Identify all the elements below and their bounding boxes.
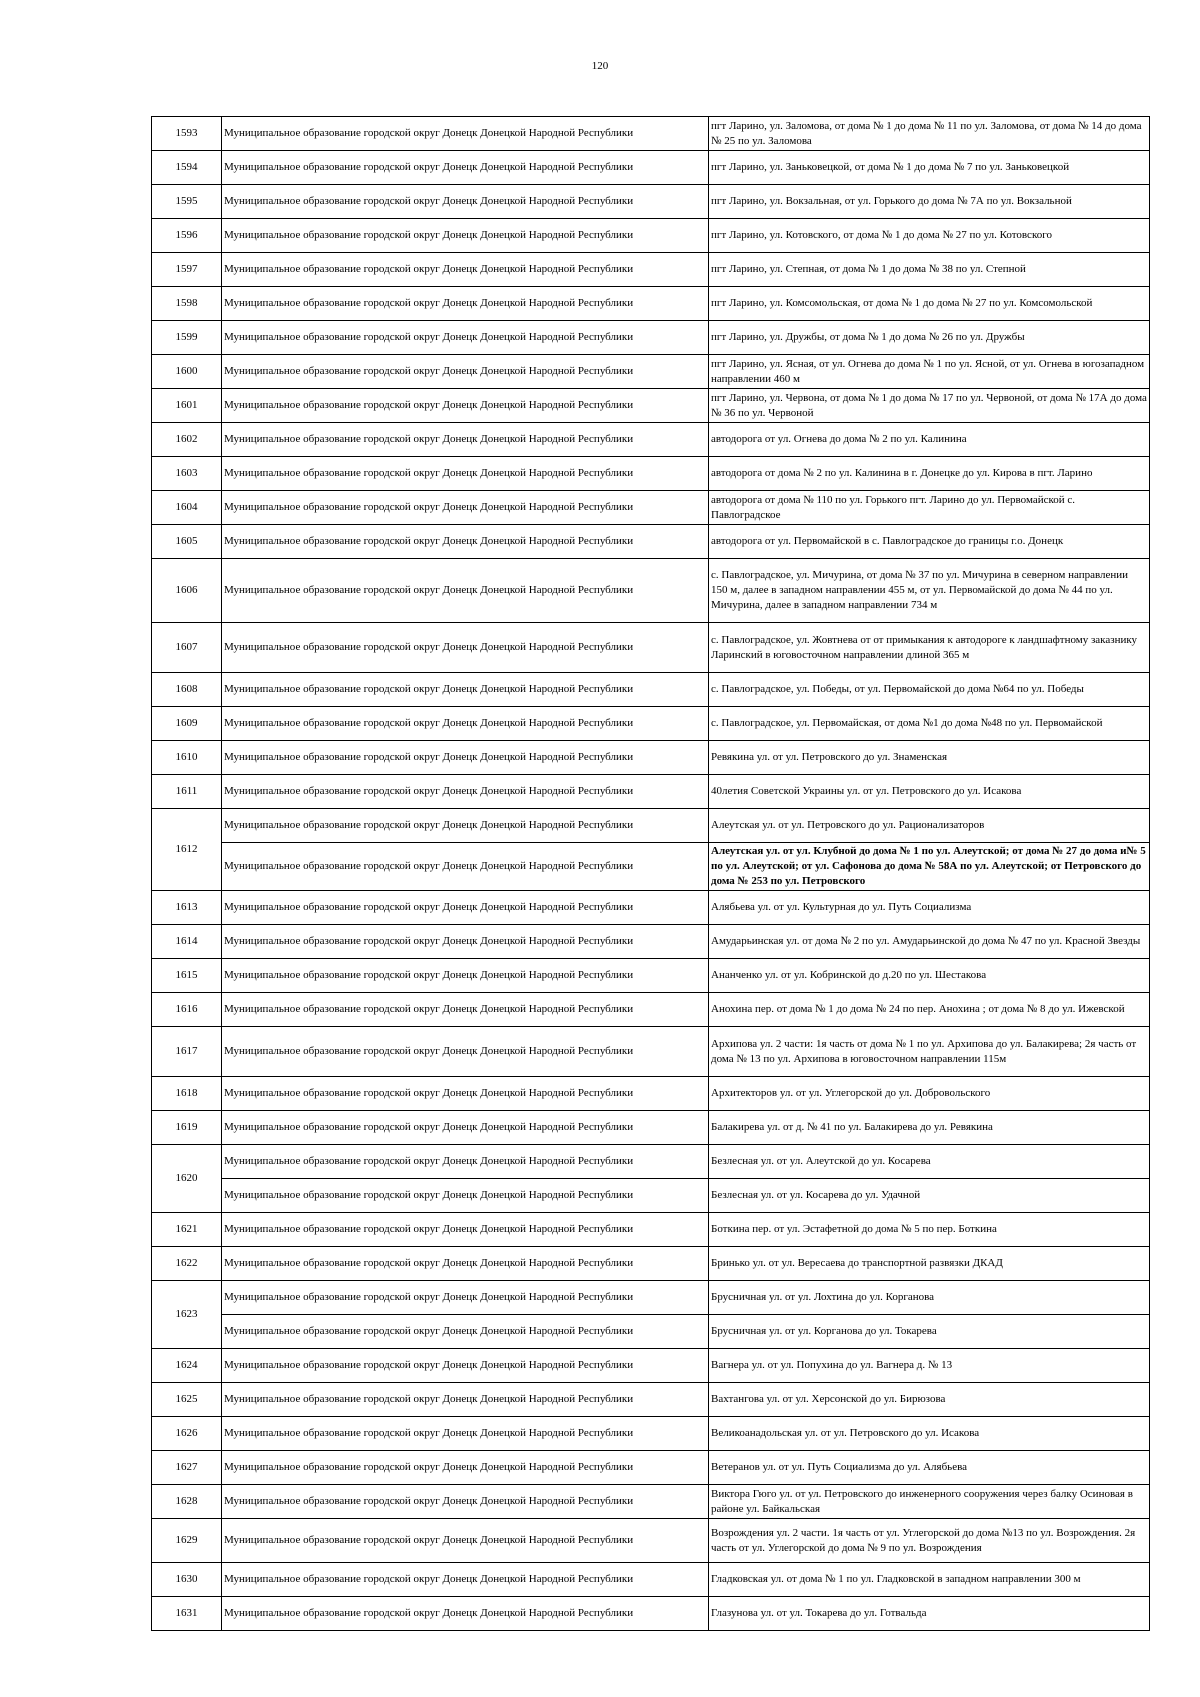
road-description-cell: автодорога от ул. Огнева до дома № 2 по ул. Калинина bbox=[709, 423, 1150, 457]
municipality-cell: Муниципальное образование городской округ Донецк Донецкой Народной Республики bbox=[222, 389, 709, 423]
road-description-cell: пгт Ларино, ул. Заломова, от дома № 1 до дома № 11 по ул. Заломова, от дома № 14 до дома № 25 по ул. Заломова bbox=[709, 117, 1150, 151]
road-description-cell: пгт Ларино, ул. Котовского, от дома № 1 до дома № 27 по ул. Котовского bbox=[709, 219, 1150, 253]
municipality-cell: Муниципальное образование городской округ Донецк Донецкой Народной Республики bbox=[222, 959, 709, 993]
municipality-cell: Муниципальное образование городской округ Донецк Донецкой Народной Республики bbox=[222, 287, 709, 321]
road-description-cell: Виктора Гюго ул. от ул. Петровского до инженерного сооружения через балку Осиновая в районе ул. Байкальская bbox=[709, 1485, 1150, 1519]
row-number: 1627 bbox=[152, 1451, 222, 1485]
row-number: 1609 bbox=[152, 707, 222, 741]
row-number: 1623 bbox=[152, 1281, 222, 1349]
table-row bbox=[152, 1383, 1150, 1417]
municipality-cell: Муниципальное образование городской округ Донецк Донецкой Народной Республики bbox=[222, 707, 709, 741]
road-description-cell: Алеутская ул. от ул. Клубной до дома № 1 по ул. Алеутской; от дома № 27 до дома и№ 5 по ул. Алеутской; от ул. Сафонова до дома № 58А по ул. Алеутской; от Петровского до дома № 253 по ул. Петровского bbox=[709, 843, 1150, 891]
road-description-cell: с. Павлоградское, ул. Победы, от ул. Первомайской до дома №64 по ул. Победы bbox=[709, 673, 1150, 707]
table-row bbox=[152, 1417, 1150, 1451]
table-row bbox=[152, 185, 1150, 219]
table-row bbox=[152, 1281, 1150, 1315]
road-description-cell: Возрождения ул. 2 части. 1я часть от ул. Углегорской до дома №13 по ул. Возрождения. 2я часть от ул. Углегорской до дома № 9 по ул. Возрождения bbox=[709, 1519, 1150, 1563]
municipality-cell: Муниципальное образование городской округ Донецк Донецкой Народной Республики bbox=[222, 525, 709, 559]
table-row bbox=[152, 355, 1150, 389]
road-description-cell: Ананченко ул. от ул. Кобринской до д.20 по ул. Шестакова bbox=[709, 959, 1150, 993]
municipality-cell: Муниципальное образование городской округ Донецк Донецкой Народной Республики bbox=[222, 1111, 709, 1145]
road-description-cell: пгт Ларино, ул. Дружбы, от дома № 1 до дома № 26 по ул. Дружбы bbox=[709, 321, 1150, 355]
page-number: 120 bbox=[591, 60, 609, 72]
road-description-cell: Балакирева ул. от д. № 41 по ул. Балакирева до ул. Ревякина bbox=[709, 1111, 1150, 1145]
municipality-cell: Муниципальное образование городской округ Донецк Донецкой Народной Республики bbox=[222, 1145, 709, 1179]
municipality-cell: Муниципальное образование городской округ Донецк Донецкой Народной Республики bbox=[222, 623, 709, 673]
table-row bbox=[152, 925, 1150, 959]
road-description-cell: Амударьинская ул. от дома № 2 по ул. Амударьинской до дома № 47 по ул. Красной Звезды bbox=[709, 925, 1150, 959]
road-description-cell: 40летия Советской Украины ул. от ул. Петровского до ул. Исакова bbox=[709, 775, 1150, 809]
table-row bbox=[152, 389, 1150, 423]
municipality-cell: Муниципальное образование городской округ Донецк Донецкой Народной Республики bbox=[222, 457, 709, 491]
row-number: 1624 bbox=[152, 1349, 222, 1383]
table-row bbox=[152, 809, 1150, 843]
municipality-cell: Муниципальное образование городской округ Донецк Донецкой Народной Республики bbox=[222, 1315, 709, 1349]
table-row bbox=[152, 1485, 1150, 1519]
road-description-cell: автодорога от ул. Первомайской в с. Павлоградское до границы г.о. Донецк bbox=[709, 525, 1150, 559]
municipality-cell: Муниципальное образование городской округ Донецк Донецкой Народной Республики bbox=[222, 1349, 709, 1383]
table-row bbox=[152, 423, 1150, 457]
table-row bbox=[152, 1519, 1150, 1563]
road-description-cell: Бринько ул. от ул. Вересаева до транспортной развязки ДКАД bbox=[709, 1247, 1150, 1281]
municipality-cell: Муниципальное образование городской округ Донецк Донецкой Народной Республики bbox=[222, 775, 709, 809]
table-row bbox=[152, 707, 1150, 741]
road-description-cell: Великоанадольская ул. от ул. Петровского до ул. Исакова bbox=[709, 1417, 1150, 1451]
municipality-cell: Муниципальное образование городской округ Донецк Донецкой Народной Республики bbox=[222, 185, 709, 219]
road-description-cell: Брусничная ул. от ул. Лохтина до ул. Корганова bbox=[709, 1281, 1150, 1315]
table-row bbox=[152, 891, 1150, 925]
municipality-cell: Муниципальное образование городской округ Донецк Донецкой Народной Республики bbox=[222, 1485, 709, 1519]
road-description-cell: пгт Ларино, ул. Вокзальная, от ул. Горького до дома № 7А по ул. Вокзальной bbox=[709, 185, 1150, 219]
road-description-cell: Архитекторов ул. от ул. Углегорской до ул. Добровольского bbox=[709, 1077, 1150, 1111]
row-number: 1629 bbox=[152, 1519, 222, 1563]
row-number: 1604 bbox=[152, 491, 222, 525]
municipality-cell: Муниципальное образование городской округ Донецк Донецкой Народной Республики bbox=[222, 1077, 709, 1111]
municipality-cell: Муниципальное образование городской округ Донецк Донецкой Народной Республики bbox=[222, 741, 709, 775]
registry-table bbox=[151, 116, 1150, 1631]
table-row bbox=[152, 1145, 1150, 1179]
municipality-cell: Муниципальное образование городской округ Донецк Донецкой Народной Республики bbox=[222, 423, 709, 457]
row-number: 1626 bbox=[152, 1417, 222, 1451]
row-number: 1607 bbox=[152, 623, 222, 673]
municipality-cell: Муниципальное образование городской округ Донецк Донецкой Народной Республики bbox=[222, 843, 709, 891]
table-row bbox=[152, 1213, 1150, 1247]
municipality-cell: Муниципальное образование городской округ Донецк Донецкой Народной Республики bbox=[222, 993, 709, 1027]
table-row bbox=[152, 993, 1150, 1027]
table-row bbox=[152, 1563, 1150, 1597]
table-row bbox=[152, 843, 1150, 891]
row-number: 1625 bbox=[152, 1383, 222, 1417]
municipality-cell: Муниципальное образование городской округ Донецк Донецкой Народной Республики bbox=[222, 809, 709, 843]
row-number: 1614 bbox=[152, 925, 222, 959]
row-number: 1630 bbox=[152, 1563, 222, 1597]
road-description-cell: автодорога от дома № 2 по ул. Калинина в г. Донецке до ул. Кирова в пгт. Ларино bbox=[709, 457, 1150, 491]
road-description-cell: Глазунова ул. от ул. Токарева до ул. Готвальда bbox=[709, 1597, 1150, 1631]
row-number: 1611 bbox=[152, 775, 222, 809]
road-description-cell: автодорога от дома № 110 по ул. Горького пгт. Ларино до ул. Первомайской с. Павлоградское bbox=[709, 491, 1150, 525]
row-number: 1628 bbox=[152, 1485, 222, 1519]
table-row bbox=[152, 253, 1150, 287]
municipality-cell: Муниципальное образование городской округ Донецк Донецкой Народной Республики bbox=[222, 491, 709, 525]
road-description-cell: Архипова ул. 2 части: 1я часть от дома № 1 по ул. Архипова до ул. Балакирева; 2я часть от дома № 13 по ул. Архипова в юговосточном направлении 115м bbox=[709, 1027, 1150, 1077]
municipality-cell: Муниципальное образование городской округ Донецк Донецкой Народной Республики bbox=[222, 1563, 709, 1597]
row-number: 1603 bbox=[152, 457, 222, 491]
table-row bbox=[152, 117, 1150, 151]
row-number: 1599 bbox=[152, 321, 222, 355]
table-row bbox=[152, 219, 1150, 253]
municipality-cell: Муниципальное образование городской округ Донецк Донецкой Народной Республики bbox=[222, 1281, 709, 1315]
row-number: 1598 bbox=[152, 287, 222, 321]
row-number: 1616 bbox=[152, 993, 222, 1027]
road-description-cell: пгт Ларино, ул. Ясная, от ул. Огнева до дома № 1 по ул. Ясной, от ул. Огнева в югозападном направлении 460 м bbox=[709, 355, 1150, 389]
row-number: 1619 bbox=[152, 1111, 222, 1145]
municipality-cell: Муниципальное образование городской округ Донецк Донецкой Народной Республики bbox=[222, 1179, 709, 1213]
municipality-cell: Муниципальное образование городской округ Донецк Донецкой Народной Республики bbox=[222, 1027, 709, 1077]
table-row bbox=[152, 1451, 1150, 1485]
row-number: 1613 bbox=[152, 891, 222, 925]
road-description-cell: с. Павлоградское, ул. Мичурина, от дома № 37 по ул. Мичурина в северном направлении 150 м, далее в западном направлении 455 м, от ул. Первомайской до дома № 44 по ул. Мичурина, далее в западном направлении 734 м bbox=[709, 559, 1150, 623]
row-number: 1612 bbox=[152, 809, 222, 891]
row-number: 1593 bbox=[152, 117, 222, 151]
table-row bbox=[152, 775, 1150, 809]
road-description-cell: пгт Ларино, ул. Заньковецкой, от дома № 1 до дома № 7 по ул. Заньковецкой bbox=[709, 151, 1150, 185]
municipality-cell: Муниципальное образование городской округ Донецк Донецкой Народной Республики bbox=[222, 1519, 709, 1563]
table-row bbox=[152, 457, 1150, 491]
municipality-cell: Муниципальное образование городской округ Донецк Донецкой Народной Республики bbox=[222, 253, 709, 287]
municipality-cell: Муниципальное образование городской округ Донецк Донецкой Народной Республики bbox=[222, 1597, 709, 1631]
table-row bbox=[152, 959, 1150, 993]
row-number: 1600 bbox=[152, 355, 222, 389]
municipality-cell: Муниципальное образование городской округ Донецк Донецкой Народной Республики bbox=[222, 1247, 709, 1281]
road-description-cell: пгт Ларино, ул. Червона, от дома № 1 до дома № 17 по ул. Червоной, от дома № 17А до дома № 36 по ул. Червоной bbox=[709, 389, 1150, 423]
road-description-cell: с. Павлоградское, ул. Жовтнева от от примыкания к автодороге к ландшафтному заказнику Ларинский в юговосточном направлении длиной 365 м bbox=[709, 623, 1150, 673]
table-row bbox=[152, 741, 1150, 775]
row-number: 1618 bbox=[152, 1077, 222, 1111]
table-row bbox=[152, 1315, 1150, 1349]
road-description-cell: Вахтангова ул. от ул. Херсонской до ул. Бирюзова bbox=[709, 1383, 1150, 1417]
table-row bbox=[152, 1027, 1150, 1077]
row-number: 1621 bbox=[152, 1213, 222, 1247]
municipality-cell: Муниципальное образование городской округ Донецк Донецкой Народной Республики bbox=[222, 673, 709, 707]
row-number: 1605 bbox=[152, 525, 222, 559]
row-number: 1631 bbox=[152, 1597, 222, 1631]
table-row bbox=[152, 151, 1150, 185]
municipality-cell: Муниципальное образование городской округ Донецк Донецкой Народной Республики bbox=[222, 117, 709, 151]
municipality-cell: Муниципальное образование городской округ Донецк Донецкой Народной Республики bbox=[222, 1383, 709, 1417]
table-row bbox=[152, 1077, 1150, 1111]
row-number: 1610 bbox=[152, 741, 222, 775]
road-description-cell: пгт Ларино, ул. Комсомольская, от дома № 1 до дома № 27 по ул. Комсомольской bbox=[709, 287, 1150, 321]
row-number: 1620 bbox=[152, 1145, 222, 1213]
road-description-cell: Безлесная ул. от ул. Алеутской до ул. Косарева bbox=[709, 1145, 1150, 1179]
row-number: 1601 bbox=[152, 389, 222, 423]
municipality-cell: Муниципальное образование городской округ Донецк Донецкой Народной Республики bbox=[222, 925, 709, 959]
table-row bbox=[152, 1349, 1150, 1383]
municipality-cell: Муниципальное образование городской округ Донецк Донецкой Народной Республики bbox=[222, 891, 709, 925]
road-description-cell: Брусничная ул. от ул. Корганова до ул. Токарева bbox=[709, 1315, 1150, 1349]
municipality-cell: Муниципальное образование городской округ Донецк Донецкой Народной Республики bbox=[222, 1451, 709, 1485]
table-row bbox=[152, 525, 1150, 559]
municipality-cell: Муниципальное образование городской округ Донецк Донецкой Народной Республики bbox=[222, 321, 709, 355]
road-description-cell: Боткина пер. от ул. Эстафетной до дома № 5 по пер. Боткина bbox=[709, 1213, 1150, 1247]
row-number: 1606 bbox=[152, 559, 222, 623]
table-row bbox=[152, 623, 1150, 673]
municipality-cell: Муниципальное образование городской округ Донецк Донецкой Народной Республики bbox=[222, 1417, 709, 1451]
municipality-cell: Муниципальное образование городской округ Донецк Донецкой Народной Республики bbox=[222, 355, 709, 389]
municipality-cell: Муниципальное образование городской округ Донецк Донецкой Народной Республики bbox=[222, 559, 709, 623]
road-description-cell: Безлесная ул. от ул. Косарева до ул. Удачной bbox=[709, 1179, 1150, 1213]
table-row bbox=[152, 1597, 1150, 1631]
row-number: 1602 bbox=[152, 423, 222, 457]
row-number: 1595 bbox=[152, 185, 222, 219]
road-description-cell: Вагнера ул. от ул. Попухина до ул. Вагнера д. № 13 bbox=[709, 1349, 1150, 1383]
table-row bbox=[152, 673, 1150, 707]
row-number: 1617 bbox=[152, 1027, 222, 1077]
road-description-cell: Анохина пер. от дома № 1 до дома № 24 по пер. Анохина ; от дома № 8 до ул. Ижевской bbox=[709, 993, 1150, 1027]
municipality-cell: Муниципальное образование городской округ Донецк Донецкой Народной Республики bbox=[222, 219, 709, 253]
row-number: 1608 bbox=[152, 673, 222, 707]
road-description-cell: Алеутская ул. от ул. Петровского до ул. Рационализаторов bbox=[709, 809, 1150, 843]
road-description-cell: Ветеранов ул. от ул. Путь Социализма до ул. Алябьева bbox=[709, 1451, 1150, 1485]
table-row bbox=[152, 321, 1150, 355]
table-row bbox=[152, 1111, 1150, 1145]
road-description-cell: Гладковская ул. от дома № 1 по ул. Гладковской в западном направлении 300 м bbox=[709, 1563, 1150, 1597]
municipality-cell: Муниципальное образование городской округ Донецк Донецкой Народной Республики bbox=[222, 1213, 709, 1247]
table-row bbox=[152, 491, 1150, 525]
table-row bbox=[152, 1247, 1150, 1281]
row-number: 1615 bbox=[152, 959, 222, 993]
row-number: 1597 bbox=[152, 253, 222, 287]
row-number: 1596 bbox=[152, 219, 222, 253]
table-row bbox=[152, 287, 1150, 321]
row-number: 1594 bbox=[152, 151, 222, 185]
table-row bbox=[152, 1179, 1150, 1213]
road-description-cell: Ревякина ул. от ул. Петровского до ул. Знаменская bbox=[709, 741, 1150, 775]
table-row bbox=[152, 559, 1150, 623]
municipality-cell: Муниципальное образование городской округ Донецк Донецкой Народной Республики bbox=[222, 151, 709, 185]
road-description-cell: пгт Ларино, ул. Степная, от дома № 1 до дома № 38 по ул. Степной bbox=[709, 253, 1150, 287]
road-description-cell: Алябьева ул. от ул. Культурная до ул. Путь Социализма bbox=[709, 891, 1150, 925]
row-number: 1622 bbox=[152, 1247, 222, 1281]
road-description-cell: с. Павлоградское, ул. Первомайская, от дома №1 до дома №48 по ул. Первомайской bbox=[709, 707, 1150, 741]
